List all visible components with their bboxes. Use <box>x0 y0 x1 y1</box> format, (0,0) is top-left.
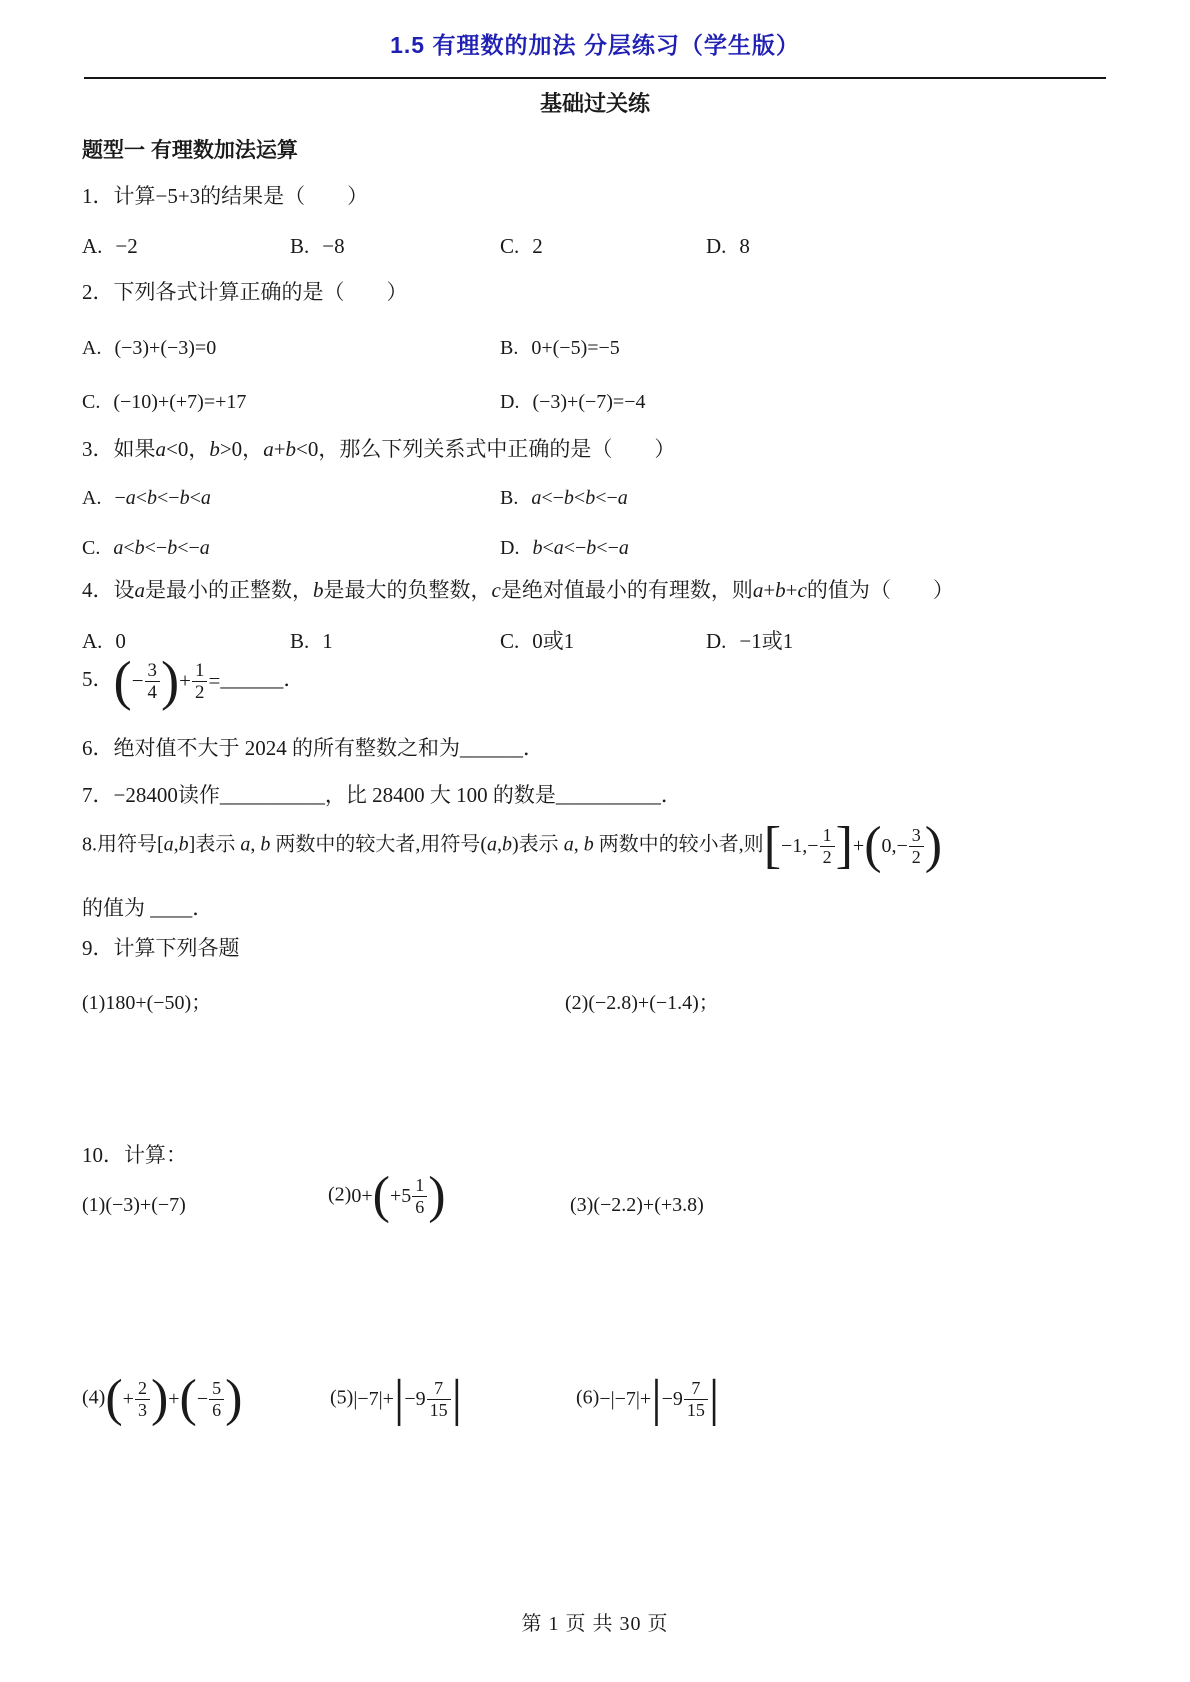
option-label: C. <box>500 234 520 258</box>
section-heading: 基础过关练 <box>539 91 650 116</box>
question-2-options-row-1 <box>82 335 1112 365</box>
option-label: B. <box>500 337 519 359</box>
option-text: (−3)+(−3)=0 <box>114 337 217 359</box>
option-text: b<a<−b<−a <box>532 537 629 559</box>
question-8-stem-line-2: 的值为 ____． <box>82 896 214 920</box>
question-2-option-b <box>500 335 620 361</box>
option-label: A. <box>82 234 103 258</box>
question-7-stem: 7．−28400读作__________，比 28400 大 100 的数是__________． <box>82 783 682 807</box>
question-10-item-4: (4)(+ $\frac{2}{3}$ )+(− $\frac{5}{6}$ ) <box>82 1370 243 1427</box>
question-10-item-3: (3)(−2.2)+(+3.8) <box>570 1194 704 1216</box>
option-label: D. <box>500 537 520 559</box>
option-text: (−10)+(+7)=+17 <box>113 391 247 413</box>
question-4-stem: 4．设a是最小的正整数，b是最大的负整数，c是绝对值最小的有理数，则a+b+c的值为（ ） <box>82 578 954 602</box>
question-10-stem: 10．计算： <box>82 1143 187 1167</box>
question-10-item-5: (5)|−7|+|−9 $\frac{7}{15}$ | <box>330 1370 463 1427</box>
option-text: −8 <box>322 234 345 258</box>
question-9-item-2: (2)(−2.8)+(−1.4)； <box>565 992 719 1014</box>
option-label: D. <box>706 234 727 258</box>
question-1-option-c <box>500 233 543 260</box>
question-3-option-a <box>82 485 211 511</box>
question-3-options-row-2 <box>82 535 1112 565</box>
question-4-option-d <box>706 628 793 655</box>
question-9-stem: 9．计算下列各题 <box>82 936 240 960</box>
question-4-option-b <box>290 628 333 655</box>
option-text: 8 <box>739 234 750 258</box>
option-label: D. <box>706 629 727 653</box>
option-text: −2 <box>115 234 138 258</box>
question-3-option-d <box>500 535 629 561</box>
option-label: A. <box>82 337 102 359</box>
question-1-option-b <box>290 233 345 260</box>
question-6-stem: 6．绝对值不大于 2024 的所有整数之和为______． <box>82 736 544 760</box>
question-4-option-c <box>500 628 574 655</box>
question-10-item-1: (1)(−3)+(−7) <box>82 1194 186 1216</box>
question-4-options-row <box>82 628 1112 658</box>
option-label: C. <box>500 629 520 653</box>
option-label: C. <box>82 537 101 559</box>
option-text: (−3)+(−7)=−4 <box>532 391 646 413</box>
topic-heading: 题型一 有理数加法运算 <box>82 139 298 162</box>
option-text: 2 <box>532 234 543 258</box>
question-10-item-6: (6)−|−7|+|−9 $\frac{7}{15}$ | <box>576 1370 720 1427</box>
question-1-stem: 1．计算−5+3的结果是（ ） <box>82 184 369 208</box>
question-3-options-row-1 <box>82 485 1112 515</box>
question-3-option-b <box>500 485 628 511</box>
option-text: 1 <box>322 629 333 653</box>
option-label: B. <box>290 234 310 258</box>
option-text: 0 <box>115 629 126 653</box>
option-label: A. <box>82 629 103 653</box>
option-label: A. <box>82 487 102 509</box>
option-label: B. <box>500 487 519 509</box>
page-title: 1.5 有理数的加法 分层练习（学生版） <box>390 32 800 58</box>
option-text: −1或1 <box>739 629 794 653</box>
page-footer: 第 1 页 共 30 页 <box>521 1613 669 1635</box>
question-2-option-a <box>82 335 216 361</box>
option-text: a<−b<b<−a <box>531 487 628 509</box>
option-label: D. <box>500 391 520 413</box>
question-8-stem-line-1: 8.用符号[a,b]表示 a, b 两数中的较大者,用符号(a,b)表示 a, b 两数中的较小者,则[−1,− $\frac{1}{2}$ ]+(0,− $\frac{3}{2}$ ) <box>82 817 943 874</box>
question-10-item-2: (2)0+(+5 $\frac{1}{6}$ ) <box>328 1167 446 1224</box>
question-1-option-d <box>706 233 750 260</box>
option-label: B. <box>290 629 310 653</box>
question-2-stem: 2．下列各式计算正确的是（ ） <box>82 280 408 304</box>
question-3-stem: 3．如果a<0，b>0，a+b<0，那么下列关系式中正确的是（ ） <box>82 437 676 461</box>
option-text: a<b<−b<−a <box>113 537 210 559</box>
option-text: 0+(−5)=−5 <box>531 337 620 359</box>
question-9-item-1: (1)180+(−50)； <box>82 992 212 1014</box>
question-3-option-c <box>82 535 210 561</box>
question-5-stem: 5．(− $\frac{3}{4}$ )+ $\frac{1}{2}$ =______． <box>82 650 305 711</box>
option-text: 0或1 <box>532 629 575 653</box>
option-label: C. <box>82 391 101 413</box>
option-text: −a<b<−b<a <box>114 487 211 509</box>
question-1-option-a <box>82 233 138 260</box>
question-2-option-d <box>500 389 646 415</box>
question-2-option-c <box>82 389 246 415</box>
title-divider <box>84 77 1106 79</box>
question-2-options-row-2 <box>82 389 1112 419</box>
question-1-options-row <box>82 233 1112 263</box>
